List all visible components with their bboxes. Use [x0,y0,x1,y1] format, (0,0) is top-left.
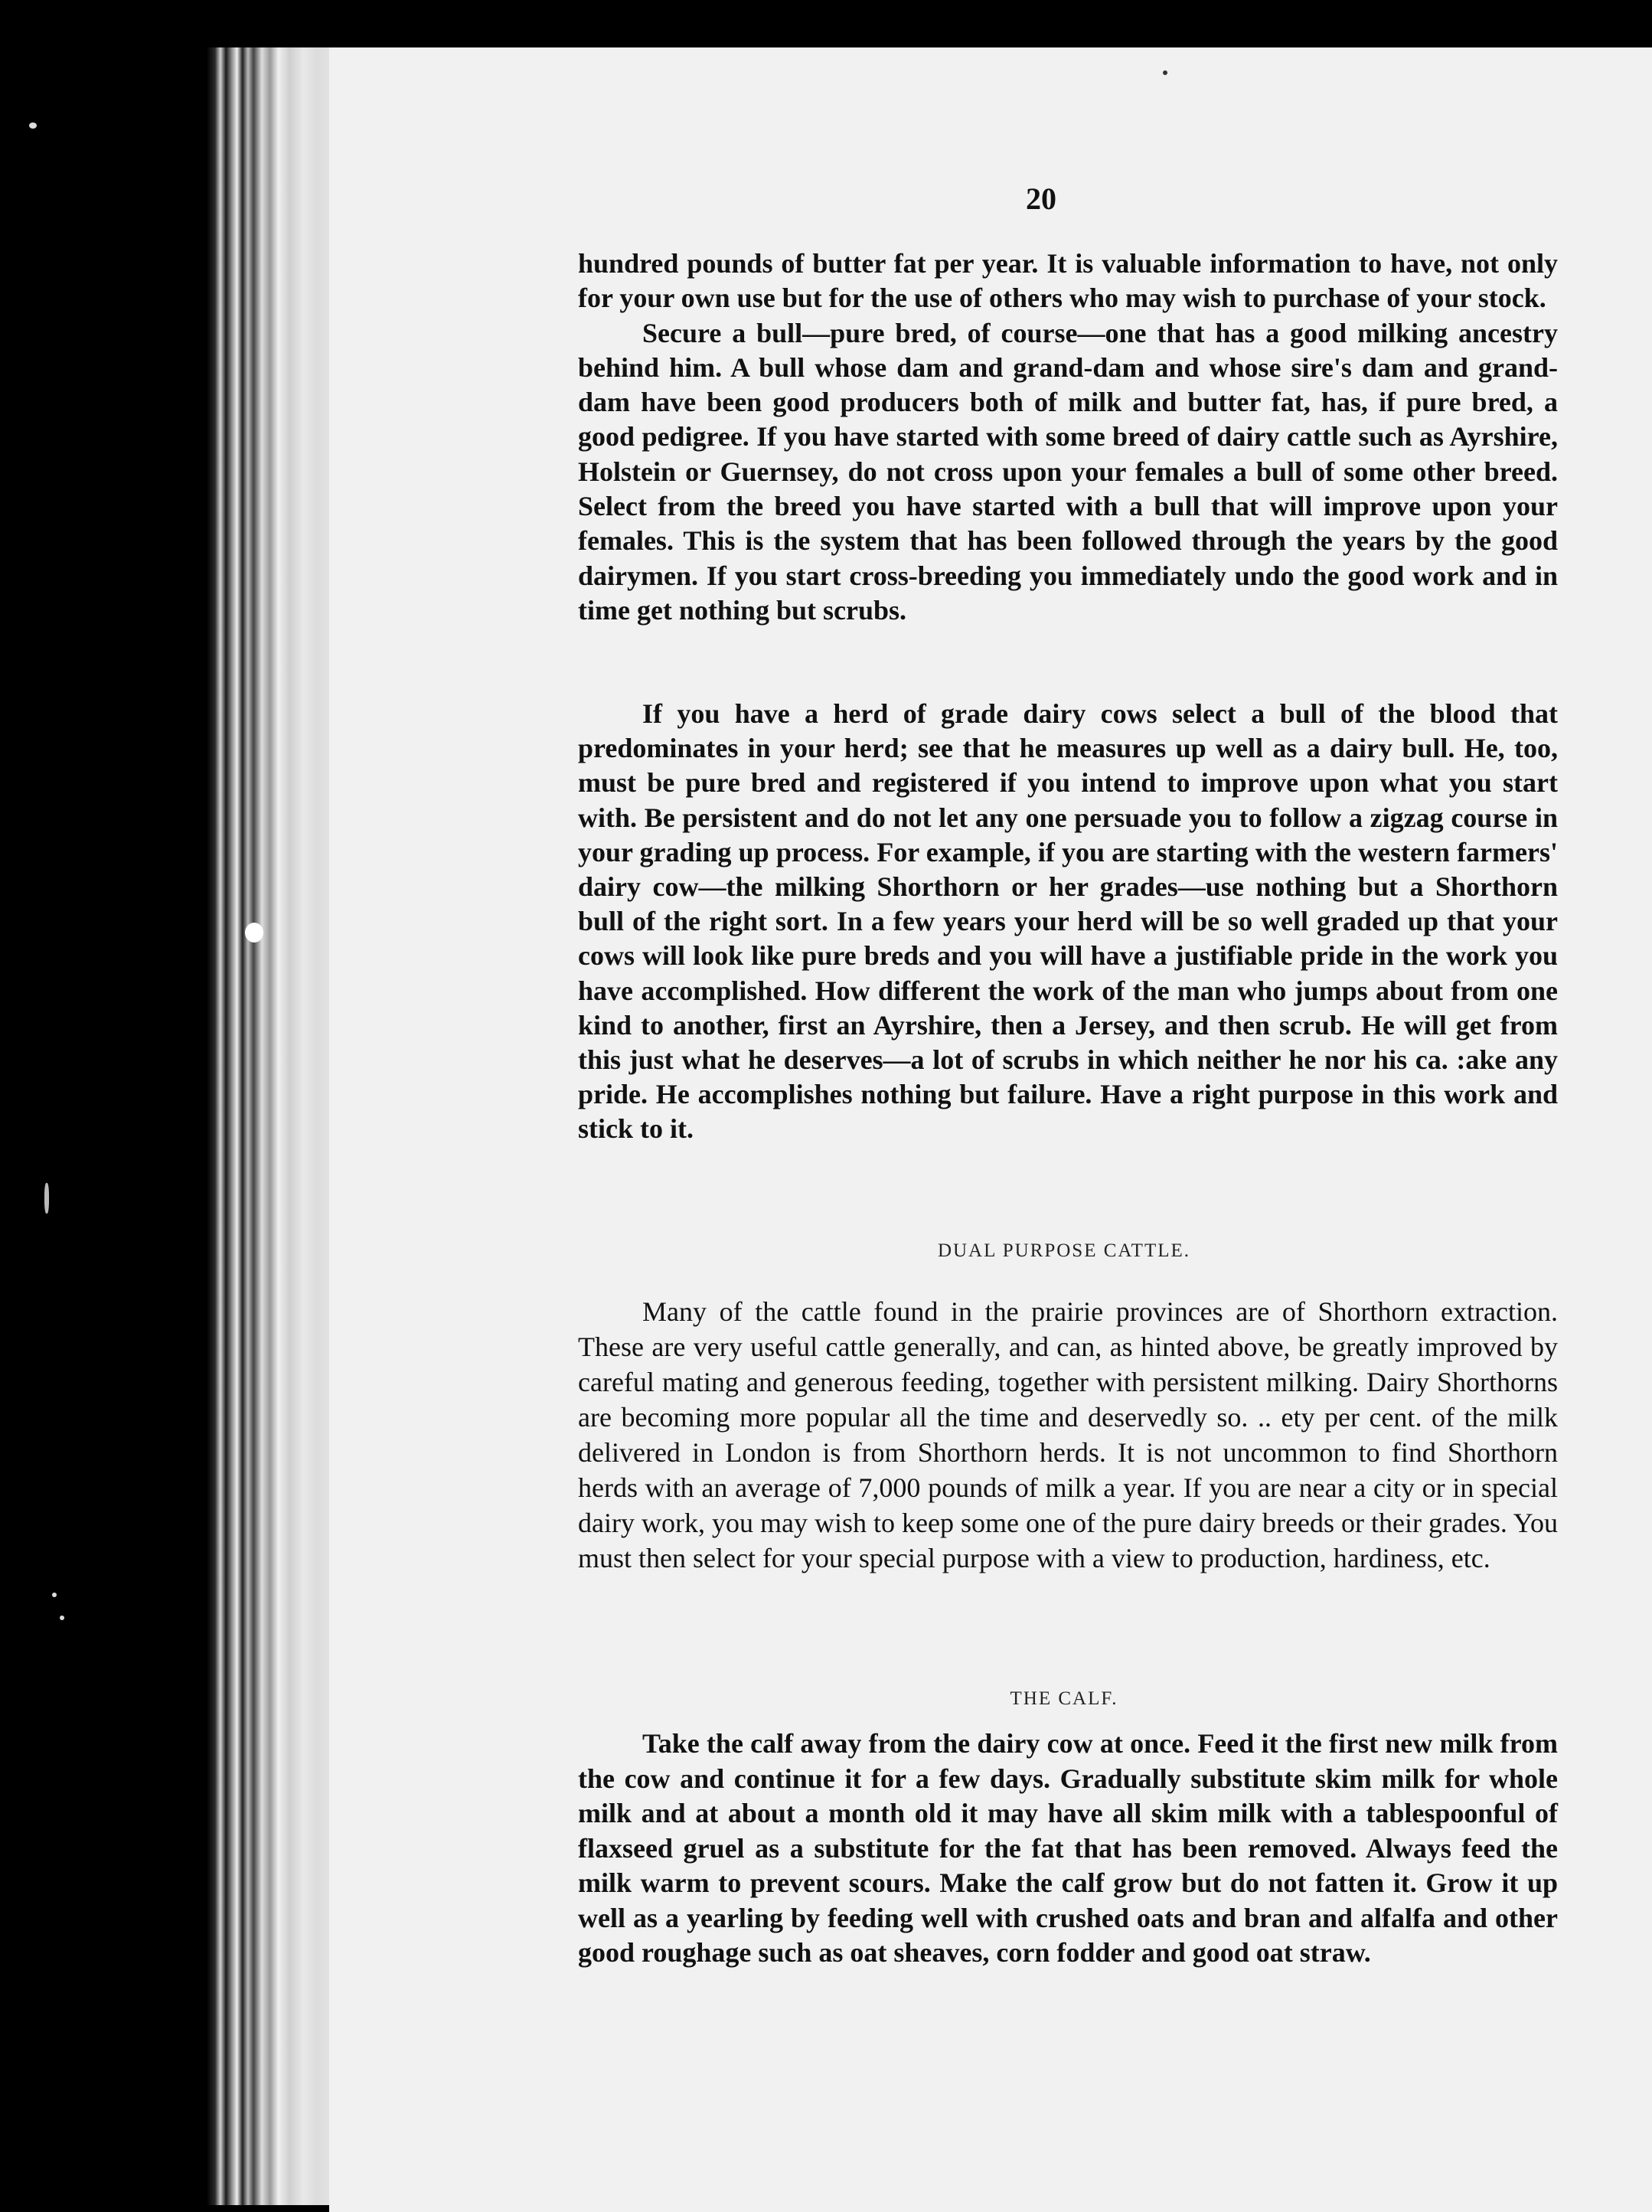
scan-background-top [0,0,1652,47]
grade-herd-section [578,697,1558,1147]
bull-selection-paragraph: Secure a bull—pure bred, of course—one that has a good milking ancestry behind him. A bull whose dam and grand-dam and whose sire's dam and grand-dam have been good producers both of milk and butter fat, has, if pure bred, a good pedigree. If you have started with some breed of dairy cattle such as Ayrshire, Holstein or Guernsey, do not cross upon your females a bull of some other breed. Select from the breed you have started with a bull that will improve upon your females. This is the system that has been followed through the years by the good dairymen. If you start cross-breeding you immediately undo the good work and in time get nothing but scrubs. [578,317,1558,626]
scan-speck [1163,70,1167,75]
scan-speck [60,1616,64,1620]
book-spine [207,38,344,2205]
scan-speck [29,123,37,129]
intro-continuation-paragraph: hundred pounds of butter fat per year. It is valuable information to have, not only for your own use but for the use of others who may wish to purchase of your stock. [578,248,1558,314]
grade-herd-paragraph: If you have a herd of grade dairy cows select a bull of the blood that predominates in your herd; see that he measures up well as a dairy bull. He, too, must be pure bred and registered if you intend to improve upon what you start with. Be persistent and do not let any one persuade you to follow a zigzag course in your grading up process. For example, if you are starting with the western farmers' dairy cow—the milking Shorthorn or her grades—use nothing but a Shorthorn bull of the right sort. In a few years your herd will be so well graded up that your cows will look like pure breds and you will have a justifiable pride in the work you have accomplished. How different the work of the man who jumps about from one kind to another, first an Ayrshire, then a Jersey, and then scrub. He will get from this just what he deserves—a lot of scrubs in which neither he nor his ca. :ake any pride. He accomplishes nothing but failure. Have a right purpose in this work and stick to it. [578,698,1558,1145]
scan-speck [44,1183,49,1214]
dual-purpose-heading: DUAL PURPOSE CATTLE. [937,1240,1191,1261]
scan-background-left [0,0,222,2212]
calf-section [578,1727,1558,1971]
page-number: 20 [1026,181,1056,216]
dual-purpose-paragraph: Many of the cattle found in the prairie provinces are of Shorthorn extraction. These are very useful cattle generally, and can, as hinted above, be greatly improved by careful mating and generous feeding, together with persistent milking. Dairy Shorthorns are becoming more popular all the time and deservedly so. .. ety per cent. of the milk delivered in London is from Shorthorn herds. It is not uncommon to find Shorthorn herds with an average of 7,000 pounds of milk a year. If you are near a city or in special dairy work, you may wish to keep some one of the pure dairy breeds or their grades. You must then select for your special purpose with a view to production, hardiness, etc. [578,1296,1558,1573]
intro-section [578,247,1558,628]
dual-purpose-section [578,1294,1558,1576]
scan-speck [245,923,263,943]
scan-speck [52,1593,57,1597]
calf-heading: THE CALF. [1010,1688,1118,1709]
calf-paragraph: Take the calf away from the dairy cow at once. Feed it the first new milk from the cow and continue it for a few days. Gradually substitute skim milk for whole milk and at about a month old it may have all skim milk with a tablespoonful of flaxseed gruel as a substitute for the fat that has been removed. Always feed the milk warm to prevent scours. Make the calf grow but do not fatten it. Grow it up well as a yearling by feeding well with crushed oats and bran and alfalfa and other good roughage such as oat sheaves, corn fodder and good oat straw. [578,1728,1558,1968]
